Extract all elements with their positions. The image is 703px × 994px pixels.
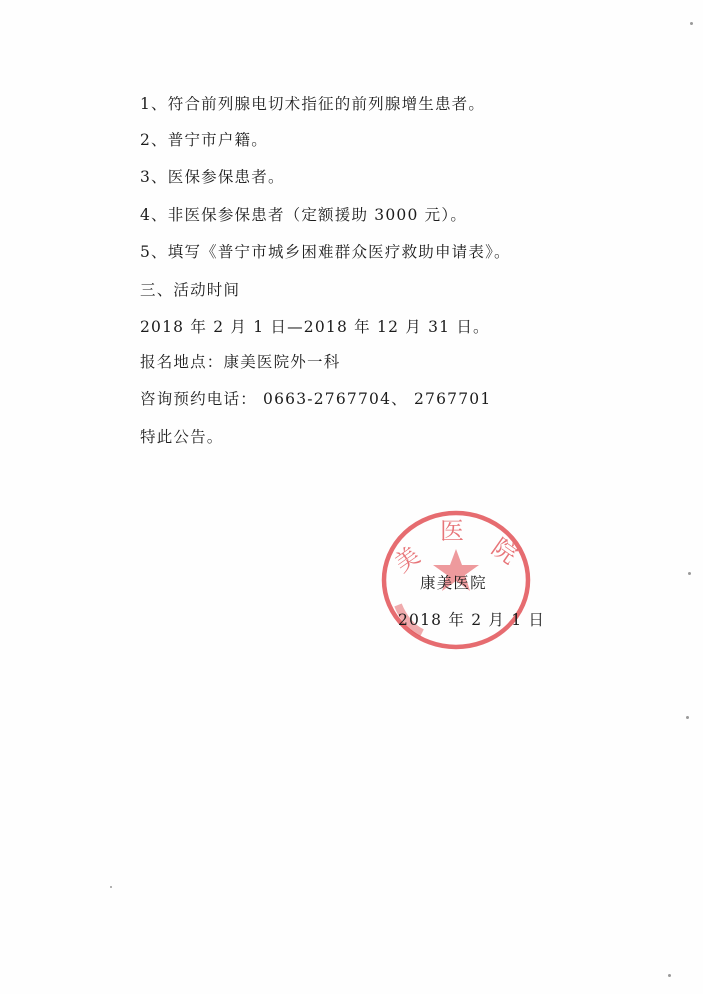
seal-char-3: 院 xyxy=(486,532,523,570)
scan-speck xyxy=(668,974,671,977)
scan-speck xyxy=(686,716,689,719)
eligibility-item-5: 5、填写《普宁市城乡困难群众医疗救助申请表》。 xyxy=(140,243,511,261)
scan-speck xyxy=(688,572,691,575)
signature-date: 2018 年 2 月 1 日 xyxy=(398,611,546,629)
closing-remark: 特此公告。 xyxy=(140,428,224,446)
scan-speck xyxy=(690,22,693,25)
eligibility-item-4: 4、非医保参保患者（定额援助 3000 元）。 xyxy=(140,206,468,224)
eligibility-item-2: 2、普宁市户籍。 xyxy=(140,131,268,149)
consultation-phone: 咨询预约电话： 0663-2767704、 2767701 xyxy=(140,390,492,408)
section-heading: 三、活动时间 xyxy=(140,281,241,299)
seal-char-2: 医 xyxy=(440,517,464,545)
eligibility-item-1: 1、符合前列腺电切术指征的前列腺增生患者。 xyxy=(140,95,486,113)
seal-char-1: 美 xyxy=(389,541,426,578)
eligibility-item-3: 3、医保参保患者。 xyxy=(140,168,285,186)
signature-organization: 康美医院 xyxy=(420,574,487,592)
scan-speck xyxy=(110,886,112,888)
registration-location: 报名地点：康美医院外一科 xyxy=(140,353,341,371)
activity-period: 2018 年 2 月 1 日—2018 年 12 月 31 日。 xyxy=(140,318,490,336)
